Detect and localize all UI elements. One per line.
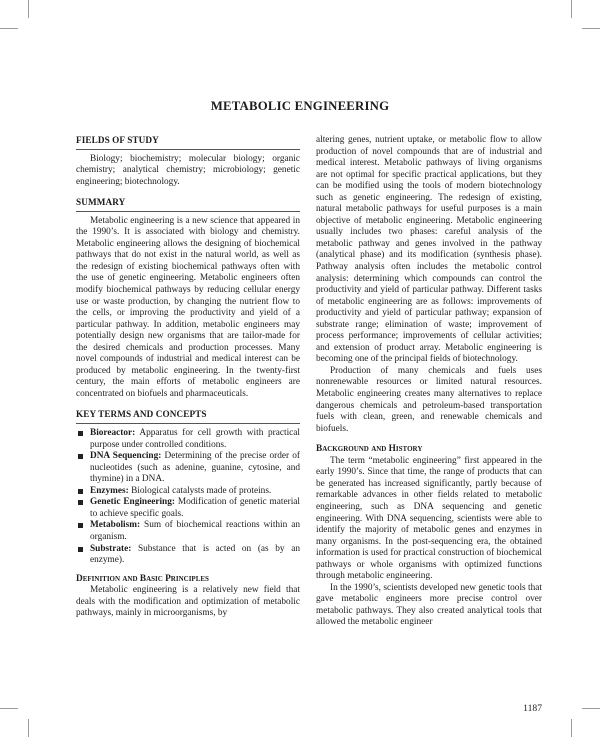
bullet-icon bbox=[78, 454, 83, 459]
crop-mark bbox=[582, 708, 600, 709]
bullet-icon bbox=[78, 547, 83, 552]
list-item bbox=[76, 451, 300, 486]
page-number: 1187 bbox=[523, 703, 542, 714]
term-label: Enzymes: bbox=[90, 485, 129, 496]
list-item bbox=[76, 520, 300, 543]
list-item bbox=[76, 428, 300, 451]
fields-of-study-heading: FIELDS OF STUDY bbox=[76, 135, 300, 150]
summary-text: Metabolic engineering is a new science that appeared in the 1990’s. It is associated with biology and chemistry. Metabolic engineering allows the designing of biochemical pathways that do not exist in the natural world, as well as the redesign of existing biochemical pathways often with the use of genetic engineering. Metabolic engineers often modify biochemical pathways by reducing cellular energy use or waste production, by changing the nutrient flow to the cells, or improving the productivity and yield of a particular pathway. In addition, metabolic engineers may potentially design new organisms that are tailor-made for the desired chemicals and production processes. Many novel compounds of industrial and medical interest can be produced by metabolic engineering. In the twenty-first century, the main efforts of metabolic engineers are concentrated on biofuels and pharmaceuticals. bbox=[76, 215, 300, 399]
crop-mark bbox=[0, 708, 18, 709]
crop-mark bbox=[28, 0, 29, 18]
term-definition: Modification of genetic material to achieve specific goals. bbox=[90, 497, 301, 519]
bullet-icon bbox=[78, 523, 83, 528]
crop-mark bbox=[0, 28, 18, 29]
bullet-icon bbox=[78, 500, 83, 505]
key-terms-list bbox=[76, 428, 300, 567]
definition-heading: Definition and Basic Principles bbox=[76, 573, 209, 584]
fields-of-study-text: Biology; biochemistry; molecular biology; organic chemistry; analytical chemistry; microbiology; genetic engineering; biotechnology. bbox=[76, 153, 300, 187]
term-label: Bioreactor: bbox=[90, 428, 136, 439]
list-item bbox=[76, 497, 300, 520]
crop-mark bbox=[571, 0, 572, 18]
term-definition: Sum of biochemical reactions within an organism. bbox=[90, 520, 300, 542]
term-label: Metabolism: bbox=[90, 520, 141, 531]
crop-mark bbox=[582, 28, 600, 29]
term-definition: Biological catalysts made of proteins. bbox=[131, 485, 272, 496]
crop-mark bbox=[571, 719, 572, 737]
term-label: DNA Sequencing: bbox=[90, 451, 162, 462]
bullet-icon bbox=[78, 489, 83, 494]
term-definition: Substance that is acted on (as by an enzyme). bbox=[90, 543, 300, 566]
term-definition: Apparatus for cell growth with practical purpose under controlled conditions. bbox=[90, 428, 300, 450]
background-paragraph-1: The term “metabolic engineering” first appeared in the early 1990’s. Since that time, the range of products that can be generated has increased significantly, partly because of remarkable advances in other fields related to metabolic engineering, such as DNA sequencing and genetic engineering. With DNA sequencing, scientists were able to identify the majority of metabolic genes and enzymes in many organisms. In the post-sequencing era, the obtained information is used for practical construction of biochemical pathways or whole organisms with optimized functions through metabolic engineering. bbox=[316, 455, 542, 582]
key-terms-heading: KEY TERMS AND CONCEPTS bbox=[76, 409, 300, 424]
definition-paragraph-2: Production of many chemicals and fuels uses nonrenewable resources or limited natural resources. Metabolic engineering creates many alternatives to replace dangerous chemicals and petroleum-based transportation fuels with clean, green, and renewable chemicals and biofuels. bbox=[316, 365, 542, 434]
term-label: Substrate: bbox=[90, 543, 132, 554]
right-column bbox=[316, 135, 542, 629]
left-column bbox=[76, 135, 300, 620]
term-label: Genetic Engineering: bbox=[90, 497, 175, 508]
list-item bbox=[76, 544, 300, 567]
page-title: METABOLIC ENGINEERING bbox=[210, 99, 390, 113]
bullet-icon bbox=[78, 431, 83, 436]
definition-paragraph: Metabolic engineering is a relatively new field that deals with the modification and optimization of metabolic pathways, mainly in microorganisms, by bbox=[76, 585, 300, 619]
list-item bbox=[76, 486, 300, 498]
term-definition: Determining of the precise order of nucleotides (such as adenine, guanine, cytosine, and thymine) in a DNA. bbox=[90, 451, 301, 485]
summary-heading: SUMMARY bbox=[76, 197, 300, 212]
definition-paragraph-continued: altering genes, nutrient uptake, or metabolic flow to allow production of novel compounds that are of industrial and medical interest. Metabolic pathways of living organisms are not optimal for specific practical applications, but they can be modified using the tools of modern biotechnology such as genetic engineering. The redesign of existing, natural metabolic pathways for useful purposes is a main objective of metabolic engineering. Metabolic engineering usually includes two phases: careful analysis of the metabolic pathway and genes involved in the pathway (analytical phase) and its modification (synthesis phase). Pathway analysis often includes the metabolic control analysis: determining which compounds can control the productivity and yield of particular pathway. Different tasks of metabolic engineering are as follows: improvements of productivity and yield of particular pathway; expansion of substrate range; elimination of waste; improvement of process performance; improvements of cellular activities; and extension of product array. Metabolic engineering is becoming one of the principal fields of biotechnology. bbox=[316, 135, 542, 365]
background-heading: Background and History bbox=[316, 444, 423, 455]
background-paragraph-2: In the 1990’s, scientists developed new genetic tools that gave metabolic engineers more precise control over metabolic pathways. They also created analytical tools that allowed the metabolic engineer bbox=[316, 582, 542, 628]
crop-mark bbox=[28, 719, 29, 737]
